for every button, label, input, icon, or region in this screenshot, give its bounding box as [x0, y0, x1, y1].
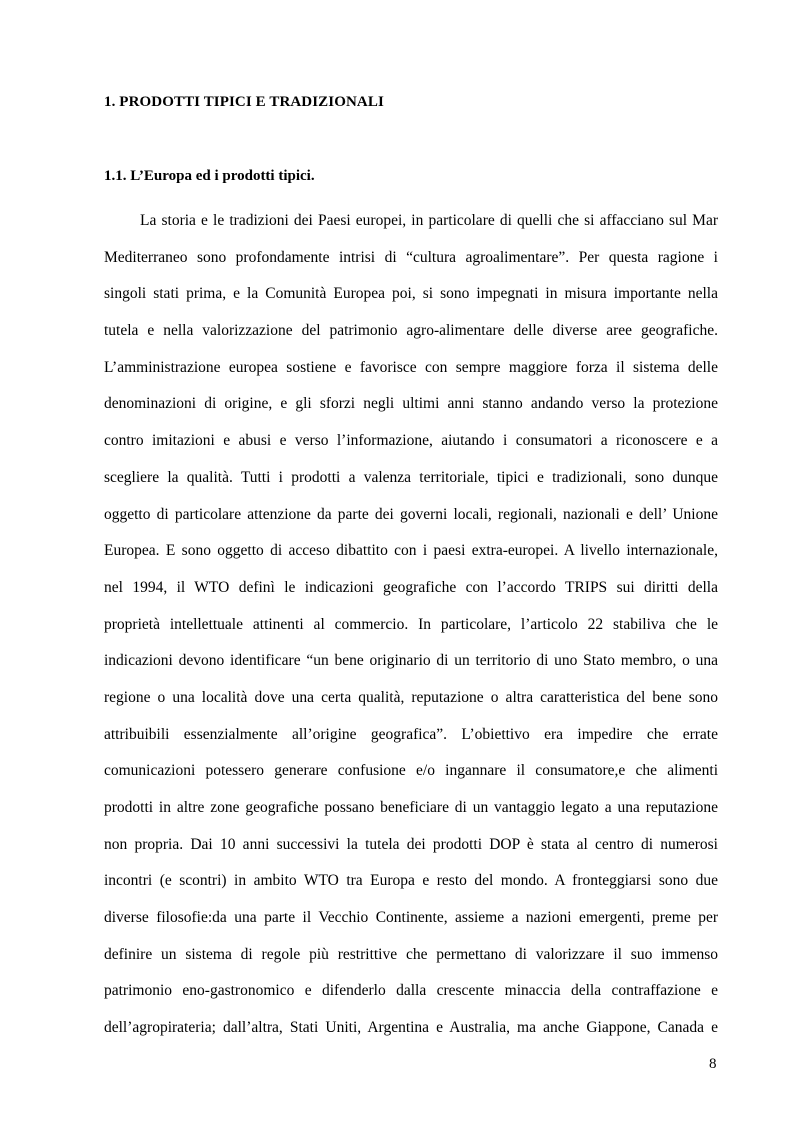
section-title-text: 1.1. L’Europa ed i prodotti tipici [104, 168, 311, 184]
paragraph-line: definire un sistema di regole più restrittive che permettano di valorizzare il suo immenso [104, 945, 718, 963]
paragraph-line: patrimonio eno-gastronomico e difenderlo dalla crescente minaccia della contraffazione e [104, 982, 718, 1000]
paragraph-line: regione o una località dove una certa qualità, reputazione o altra caratteristica del bene sono [104, 688, 718, 706]
paragraph-line: comunicazioni potessero generare confusione e/o ingannare il consumatore,e che alimenti [104, 762, 718, 780]
body-paragraph [104, 203, 718, 1047]
paragraph-line: denominazioni di origine, e gli sforzi negli ultimi anni stanno andando verso la protezione [104, 395, 718, 413]
paragraph-line: diverse filosofie:da una parte il Vecchio Continente, assieme a nazioni emergenti, preme per [104, 909, 718, 927]
paragraph-line: indicazioni devono identificare “un bene originario di un territorio di uno Stato membro, o una [104, 652, 718, 670]
paragraph-line: non propria. Dai 10 anni successivi la tutela dei prodotti DOP è stata al centro di numerosi [104, 835, 718, 853]
paragraph-line: La storia e le tradizioni dei Paesi europei, in particolare di quelli che si affacciano sul Mar [140, 212, 718, 229]
paragraph-line: incontri (e scontri) in ambito WTO tra Europa e resto del mondo. A fronteggiarsi sono due [104, 872, 718, 890]
paragraph-line: L’amministrazione europea sostiene e favorisce con sempre maggiore forza il sistema delle [104, 358, 718, 376]
paragraph-line: oggetto di particolare attenzione da parte dei governi locali, regionali, nazionali e dell’ Unione [104, 505, 718, 523]
paragraph-line: attribuibili essenzialmente all’origine geografica”. L’obiettivo era impedire che errate [104, 725, 718, 743]
paragraph-line: proprietà intellettuale attinenti al commercio. In particolare, l’articolo 22 stabiliva che le [104, 615, 718, 633]
section-title [104, 168, 315, 185]
paragraph-line: Mediterraneo sono profondamente intrisi di “cultura agroalimentare”. Per questa ragione i [104, 248, 718, 266]
paragraph-line: Europea. E sono oggetto di acceso dibattito con i paesi extra-europei. A livello internazionale, [104, 542, 718, 560]
section-title-period: . [310, 168, 315, 184]
paragraph-line: dell’agropirateria; dall’altra, Stati Uniti, Argentina e Australia, ma anche Giappone, Canada e [104, 1019, 718, 1037]
paragraph-line: scegliere la qualità. Tutti i prodotti a valenza territoriale, tipici e tradizionali, sono dunque [104, 468, 718, 486]
page-number: 8 [709, 1056, 717, 1072]
paragraph-line: singoli stati prima, e la Comunità Europea poi, si sono impegnati in misura importante nella [104, 285, 718, 303]
paragraph-line: nel 1994, il WTO definì le indicazioni geografiche con l’accordo TRIPS sui diritti della [104, 578, 718, 596]
paragraph-line: contro imitazioni e abusi e verso l’informazione, aiutando i consumatori a riconoscere e a [104, 432, 718, 450]
paragraph-line: prodotti in altre zone geografiche possano beneficiare di un vantaggio legato a una reputazione [104, 799, 718, 816]
paragraph-line: tutela e nella valorizzazione del patrimonio agro-alimentare delle diverse aree geografiche. [104, 322, 718, 340]
chapter-title: 1. PRODOTTI TIPICI E TRADIZIONALI [104, 94, 384, 110]
